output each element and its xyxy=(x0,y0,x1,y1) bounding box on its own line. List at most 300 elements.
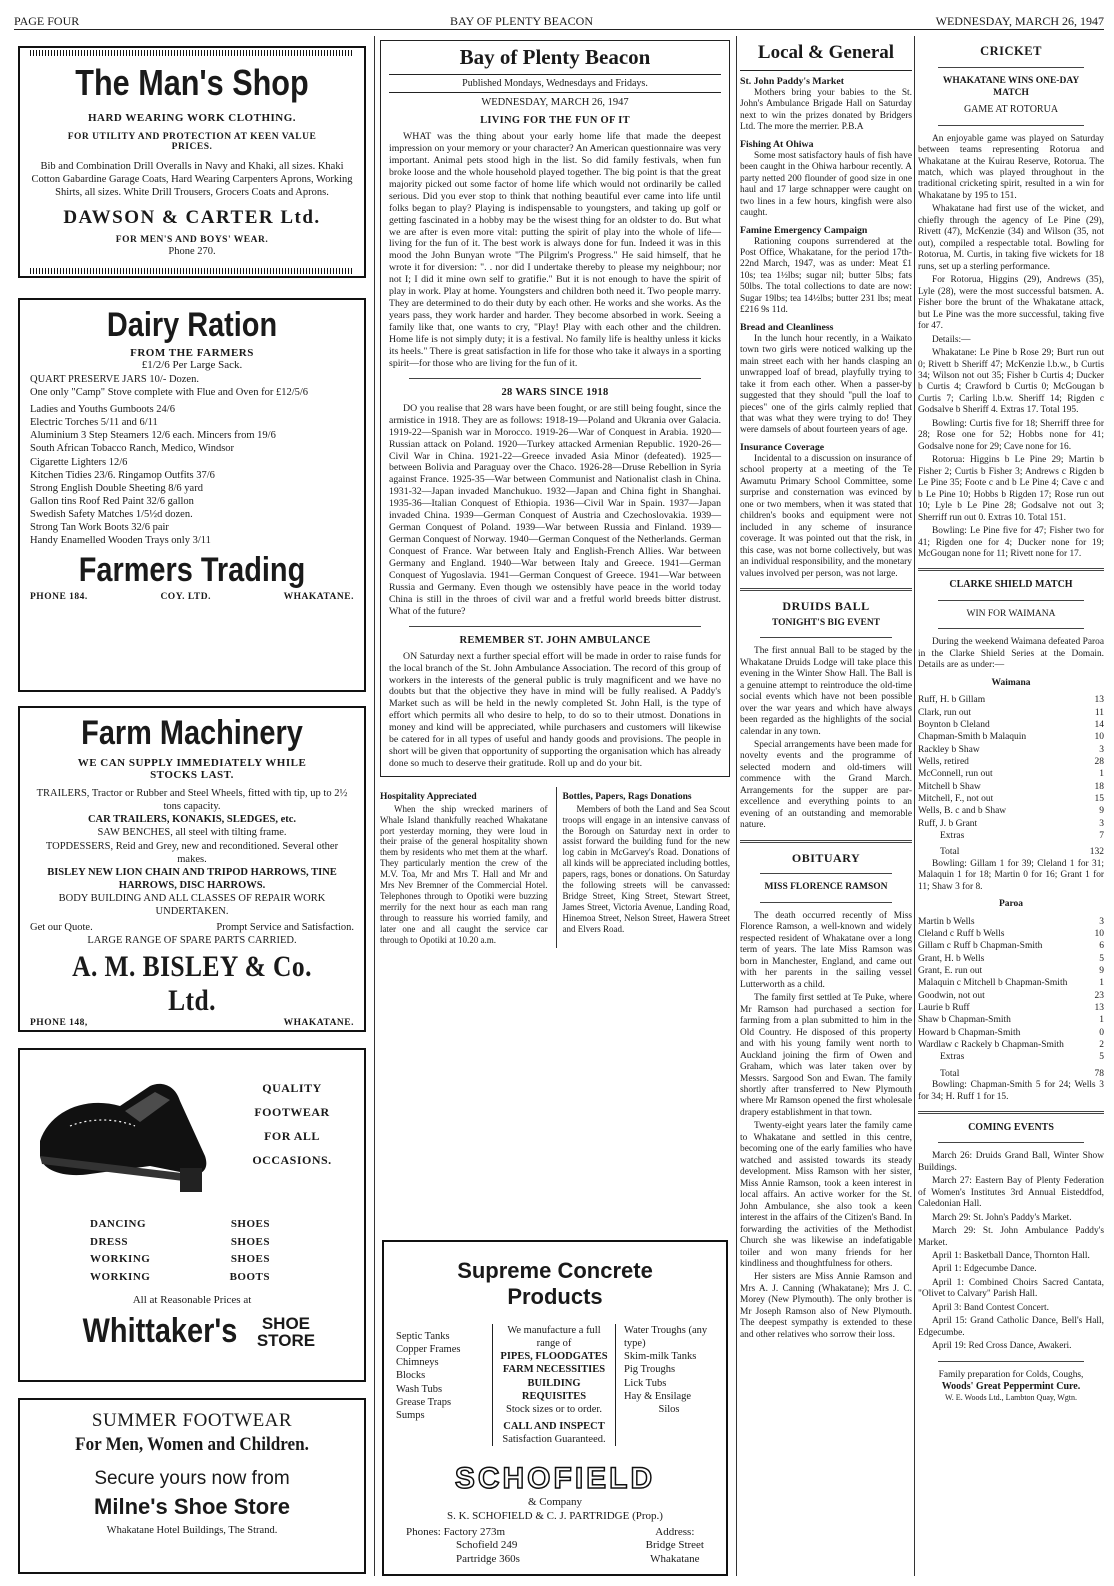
team-heading: Waimana xyxy=(991,677,1031,688)
item-title: Fishing At Ohiwa xyxy=(740,138,814,150)
paragraph: Mothers bring your babies to the St. John's Ambulance Brigade Hall on Saturday next to win the prizes donated by Bridgers Ltd. The more the merrier. P.B.A xyxy=(740,87,912,133)
phone-line: Phones: Factory 273m xyxy=(406,1525,505,1538)
runs: 3 xyxy=(1099,744,1104,755)
list-item: March 27: Eastern Bay of Plenty Federation of Women's Institutes 3rd Annual Eisteddfod, Caledonian Hall. xyxy=(918,1176,1104,1210)
shoe-kind: SHOES xyxy=(230,1253,270,1266)
divider xyxy=(938,67,1084,68)
ad-quote-row xyxy=(30,921,354,934)
batsman: Wardlaw c Rackely b Chapman-Smith xyxy=(918,1040,1064,1051)
divider xyxy=(918,1111,1104,1114)
shoe-type: DANCING xyxy=(90,1218,147,1230)
list-item xyxy=(90,1251,270,1269)
paragraph: When the ship wrecked mariners of Whale Island thankfully reached Whakatane port yesterday morning, they were loud in their praise of the general hospitality shown them by residents who met them at the wharf. They particularly mention the crew of the M.V. Toa, Mr and Mrs T. Hall and Mr and Mrs Nev Bremner of the Commercial Hotel. Telephones through to Opotiki were buzzing merrily for the next hour as each man rang through to reassure his worried family, and later one and all caught the service car through to Opotiki at 10.20 a.m. xyxy=(380,803,548,946)
table-row xyxy=(918,830,1104,842)
list-item xyxy=(90,1234,270,1252)
runs: 23 xyxy=(1094,990,1104,1001)
ad-line: FROM THE FARMERS xyxy=(130,347,254,359)
table-row xyxy=(918,694,1104,706)
runs: 3 xyxy=(1099,818,1104,829)
list-item: CALL AND INSPECT xyxy=(503,1420,605,1432)
milnes-shoe-ad xyxy=(18,1398,366,1574)
list-item: FARM NECESSITIES xyxy=(502,1364,606,1376)
list-item: TRAILERS, Tractor or Rubber and Steel Wheels, fitted with tip, up to 2½ tons capacity. xyxy=(36,788,348,813)
ad-firm: A. M. BISLEY & Co. Ltd. xyxy=(72,949,312,1017)
list-item: SAW BENCHES, all steel with tilting frame. xyxy=(97,827,287,839)
paper-name: BAY OF PLENTY BEACON xyxy=(450,14,594,28)
batsman: Rackley b Shaw xyxy=(918,744,980,755)
short-items xyxy=(378,787,732,948)
ad-line: Secure yours now from xyxy=(94,1468,290,1489)
batsman: Mitchell b Shaw xyxy=(918,781,981,792)
list-item: Pig Troughs xyxy=(624,1364,676,1376)
paragraph: Rotorua: Higgins b Le Pine 29; Martin b Fisher 2; Curtis b Fisher 3; Andrews c Rigden b Le Pine 35; Foote c and b Le Pine 4; Cave c and b Le Pine 10; Hobbs b Rigden 17; Rose run out 10; Lyle b Le Pine 28; Godsalve not out 3; Sherriff run out 0. Extras 10. Total 151. xyxy=(918,455,1104,523)
runs: 7 xyxy=(1099,831,1104,841)
paragraph: In the lunch hour recently, in a Waikato town two girls were noticed walking up the main street each with her hands clasping an unwrapped loaf of bread, playfully trying to take it from each other. When a passer-by suggested that they should "pull the loaf to pieces" one of the girls calmly replied that that was what they were trying to do! They were damsels of about fourteen years of age. xyxy=(740,333,912,436)
article-title: 28 WARS SINCE 1918 xyxy=(501,386,609,398)
ad-footer xyxy=(30,1018,354,1028)
batsman: Grant, E. run out xyxy=(918,966,983,977)
ad-firm-row xyxy=(30,1312,354,1351)
batsman: Malaquin c Mitchell b Chapman-Smith xyxy=(918,978,1068,989)
paragraph: Special arrangements have been made for novelty events and the programme of selected modern and old-timers will commence with the Grand March. Arrangements for the supper are par-excellence and everything points to an evening of an outstanding and memorable nature. xyxy=(740,739,912,831)
address-line: Bridge Street xyxy=(645,1539,704,1552)
hospitality-item xyxy=(380,787,548,948)
list-item: One only "Camp" Stove complete with Flue and Oven for £12/5/6 xyxy=(30,386,309,398)
batsman: Cleland c Ruff b Wells xyxy=(918,929,1005,940)
store-label xyxy=(257,1315,315,1349)
table-row xyxy=(918,990,1104,1002)
list-item: Ladies and Youths Gumboots 24/6 xyxy=(30,404,175,415)
batsman: Howard b Chapman-Smith xyxy=(918,1027,1021,1038)
article-body xyxy=(389,131,721,370)
ad-line: FOR UTILITY AND PROTECTION AT KEEN VALUE PRICES. xyxy=(67,132,317,152)
batsman: Shaw b Chapman-Smith xyxy=(918,1015,1011,1026)
total-row xyxy=(918,1068,1104,1080)
list-item: March 26: Druids Grand Ball, Winter Show Buildings. xyxy=(918,1151,1104,1173)
paragraph: During the weekend Waimana defeated Paroa in the Clarke Shield Series at the Domain. Details are as under:— xyxy=(918,637,1104,671)
ad-title: Dairy Ration xyxy=(106,306,278,344)
shoe-kind: BOOTS xyxy=(229,1270,270,1283)
shoe-kind: SHOES xyxy=(230,1218,270,1230)
shoe-type: DRESS xyxy=(90,1235,128,1248)
concrete-products xyxy=(396,1324,714,1446)
article-subtitle: GAME AT ROTORUA xyxy=(963,104,1059,116)
batsman: Wells, B. c and b Shaw xyxy=(918,806,1007,817)
batsman: Ruff, H. b Gillam xyxy=(918,695,986,706)
ad-spares: LARGE RANGE OF SPARE PARTS CARRIED. xyxy=(87,935,297,947)
paragraph: The first annual Ball to be staged by the Whakatane Druids Lodge will take place this evening in the Winter Show Hall. The Ball is a genuine attempt to reintroduce the old-time social events which have not been possible over the war years and which have always been regarded as the highlights of the social calendar in any town. xyxy=(740,646,912,737)
farm-machinery-ad xyxy=(18,706,366,1032)
header-date: WEDNESDAY, MARCH 26, 1947 xyxy=(935,14,1104,28)
ad-phones xyxy=(406,1526,520,1567)
team-heading: Paroa xyxy=(998,899,1024,910)
column-rule xyxy=(374,36,375,1576)
divider xyxy=(760,873,892,874)
list-item: April 19: Red Cross Dance, Awakeri. xyxy=(932,1341,1072,1352)
shoe-type: WORKING xyxy=(90,1270,151,1283)
list-item: Satisfaction Guaranteed. xyxy=(502,1434,606,1445)
batsman: Gillam c Ruff b Chapman-Smith xyxy=(918,941,1043,952)
runs: 1 xyxy=(1099,978,1104,989)
divider xyxy=(918,568,1104,571)
editorial-column xyxy=(378,36,732,1578)
ad-body: Bib and Combination Drill Overalls in Navy and Khaki, all sizes. Khaki Cotton Gabardine Garage Coats, Hard Wearing Carpenters Aprons, Working Shirts, all sizes. White Drill Trousers, Grocers Coats and Aprons. xyxy=(31,161,353,199)
total-runs: 132 xyxy=(1089,847,1104,858)
ad-border-hatch xyxy=(30,50,354,56)
runs: 14 xyxy=(1094,719,1104,730)
dairy-items-list xyxy=(30,373,354,548)
sport-column xyxy=(918,36,1104,1578)
list-item: Gallon tins Roof Red Paint 32/6 gallon xyxy=(30,495,194,507)
table-row xyxy=(918,756,1104,768)
ad-prices: All at Reasonable Prices at xyxy=(132,1294,252,1307)
article-subtitle: WIN FOR WAIMANA xyxy=(966,608,1056,619)
ad-line: WE CAN SUPPLY IMMEDIATELY WHILE STOCKS LAST. xyxy=(77,757,307,781)
list-item: Grease Traps xyxy=(396,1396,452,1408)
batsman: McConnell, run out xyxy=(918,769,993,780)
divider xyxy=(938,1361,1084,1362)
runs: 15 xyxy=(1094,793,1104,804)
table-row xyxy=(918,719,1104,731)
paragraph: The family first settled at Te Puke, where Mr Ramson had purchased a section for farming from a plan submitted to him in the Old Country. He disposed of this property and with his young family went north to Auckland joining the firm of Owen and Graham, which was later taken over by Messrs. Sargood Son and Ewan. The family shortly after transferred to New Plymouth where Mr Ramson opened the first wholesale drapery establishment in that town. xyxy=(740,993,912,1118)
paragraph: Incidental to a discussion on insurance of school property at a meeting of the Te Awamutu Primary School Committee, some surprise and consternation was evinced by one or two members, when it was stated that children's books and equipment were not included in any scheme of insurance coverage. It was pointed out that the risk, in this case, was not borne collectively, but was an individual responsibility, and the monetary values involved per person, was not large. xyxy=(740,453,912,579)
phone-line: Partridge 360s xyxy=(456,1553,520,1566)
item-title: St. John Paddy's Market xyxy=(740,76,844,87)
paragraph: Bowling: Gillam 1 for 39; Cleland 1 for 31; Malaquin 1 for 18; Martin 0 for 16; Grant 1 for 11; Shaw 3 for 8. xyxy=(918,858,1104,892)
paragraph: Details:— xyxy=(932,334,971,345)
ad-tagline: FOR MEN'S AND BOYS' WEAR. xyxy=(115,235,269,246)
ad-phone: Phone 270. xyxy=(168,246,216,258)
scorecard-paroa xyxy=(918,916,1104,1080)
column-rule xyxy=(914,36,915,1576)
item-title: Insurance Coverage xyxy=(740,441,825,453)
list-item: BODY BUILDING AND ALL CLASSES OF REPAIR WORK UNDERTAKEN. xyxy=(58,893,326,918)
list-item: CAR TRAILERS, KONAKIS, SLEDGES, etc. xyxy=(87,814,297,826)
ad-border-hatch xyxy=(30,268,354,274)
address-line: Whakatane xyxy=(650,1553,700,1566)
item-title: Hospitality Appreciated xyxy=(380,792,477,802)
batsman: Ruff, J. b Grant xyxy=(918,818,978,829)
table-row xyxy=(918,805,1104,817)
editorial-section xyxy=(380,40,730,777)
batsman: Laurie b Ruff xyxy=(918,1003,970,1014)
ad-line: £1/2/6 Per Large Sack. xyxy=(141,359,243,371)
paragraph: Whakatane: Le Pine b Rose 29; Burt run out 0; Rivett b Sheriff 47; McKenzie l.b.w., b Curtis 34; Wilson not out 35; Fisher b Curtis 4; Ducker b Curtis 4; Crawford b Curtis 0; McGougan b Curtis 7; Carling l.b.w. Sheriff 14; Rigden c Godsalve b Sheriff 4. Extras 17. Total 195. xyxy=(918,348,1104,416)
article-subtitle: MISS FLORENCE RAMSON xyxy=(764,882,888,893)
table-row xyxy=(918,916,1104,928)
runs: 5 xyxy=(1099,1052,1104,1063)
list-item: Strong English Double Sheeting 8/6 yard xyxy=(30,482,203,494)
list-item: April 1: Combined Choirs Sacred Cantata, "Olivet to Calvary" Parish Hall. xyxy=(918,1277,1104,1300)
runs: 5 xyxy=(1099,953,1104,964)
divider xyxy=(409,378,701,379)
ad-firm: SCHOFIELD xyxy=(454,1462,656,1496)
table-row xyxy=(918,1051,1104,1063)
list-item: BUILDING REQUISITES xyxy=(521,1377,587,1402)
runs: 13 xyxy=(1094,1003,1104,1014)
section-heading: CRICKET xyxy=(980,44,1042,58)
ad-footer xyxy=(30,592,354,602)
batsman: Extras xyxy=(940,1052,965,1063)
divider xyxy=(938,628,1084,629)
table-row xyxy=(918,1027,1104,1039)
item-title: Bottles, Papers, Rags Donations xyxy=(562,792,692,802)
list-item: April 1: Edgecumbe Dance. xyxy=(932,1264,1037,1275)
ad-line: W. E. Woods Ltd., Lambton Quay, Wgtn. xyxy=(944,1393,1077,1403)
paragraph: Rationing coupons surrendered at the Post Office, Whakatane, for the period 17th-22nd March, 1947, was as under: Meat £1 10s; tea 1½lbs; sugar nil; butter 5lbs; fats 50lbs. The total collections to date are now: Sugar 19lbs; tea 14½lbs; butter 231 lbs; meat £216 9s 11d. xyxy=(740,236,912,316)
local-items xyxy=(740,76,912,1341)
list-item: Hay & Ensilage xyxy=(624,1390,692,1402)
divider xyxy=(938,125,1084,126)
runs: 1 xyxy=(1099,1015,1104,1026)
divider xyxy=(938,1142,1084,1143)
table-row xyxy=(918,1002,1104,1014)
batsman: Chapman-Smith b Malaquin xyxy=(918,732,1027,743)
ad-coy: COY. LTD. xyxy=(160,592,211,603)
store-line: SHOE xyxy=(261,1313,311,1333)
paragraph: Bowling: Curtis five for 18; Sherriff three for 28; Rose one for 52; Hobbs none for 41; Godsalve none for 29; Cave none for 16. xyxy=(918,418,1104,452)
ad-title: The Man's Shop xyxy=(75,62,309,103)
list-item: Lick Tubs xyxy=(624,1377,667,1389)
ad-quote: Get our Quote. xyxy=(30,922,93,934)
article-title: COMING EVENTS xyxy=(968,1122,1054,1134)
ad-town: WHAKATANE. xyxy=(283,592,354,603)
runs: 10 xyxy=(1094,929,1104,940)
batsman: Boynton b Cleland xyxy=(918,719,990,730)
runs: 18 xyxy=(1094,781,1104,792)
total-row xyxy=(918,846,1104,858)
batsman: Grant, H. b Wells xyxy=(918,953,985,964)
divider xyxy=(409,626,701,627)
runs: 1 xyxy=(1099,769,1104,780)
list-item: Silos xyxy=(658,1403,680,1415)
runs: 6 xyxy=(1099,941,1104,952)
table-row xyxy=(918,781,1104,793)
paragraph: ON Saturday next a further special effort will be made in order to raise funds for the local branch of the St. John Ambulance Association. The record of this group of workers in the interests of the general public is truly magnificent and we have no doubts but that the objective they have in mind will be fully realised. A Paddy's Market such as will be held in the newly completed St. John Hall, is the type of effort which permits all who desire to help, to do so to their utmost. Donations in money and kind will be appreciated, while purchasers and customers will likewise be catered for in all types of useful and handy goods and provisions. The people in short will be given that opportunity of supporting the organisation which has already done so much to deserve their gratitude. Roll up and do your bit. xyxy=(389,650,721,770)
list-item: Blocks xyxy=(396,1370,426,1382)
list-item: Septic Tanks xyxy=(396,1331,450,1342)
ad-firm: Woods' Great Peppermint Cure. xyxy=(941,1381,1081,1393)
article-body xyxy=(389,403,721,618)
list-item: Swedish Safety Matches 1/5½d dozen. xyxy=(30,509,193,520)
shoe-types xyxy=(90,1216,270,1286)
list-item: April 3: Band Contest Concert. xyxy=(932,1302,1049,1313)
paragraph: Twenty-eight years later the family came to Whakatane and settled in this centre, becoming one of the early families who have watched and assisted towards its steady development. Miss Ramson with her sister, Miss Annie Ramson, took a keen interest in local affairs. An active worker for the St. John Ambulance, she also took a keen interest in the affairs of the Citizen's Band. In forwarding the activities of the Methodist Church she was likewise an indefatigable toiler and won many friends for her kindliness and thoughtfulness for others. xyxy=(740,1121,912,1269)
paragraph: Members of both the Land and Sea Scout troops will engage in an intensive canvass of the Borough on Saturday next in order to assist forward the building fund for the new log cabin in McGarvey's Road. Donations of all kinds will be appreciated including bottles, papers, rags, bones or donations. On Saturday the following streets will be canvassed: Bridge Street, King Street, Stewart Street, James Street, Victoria Avenue, Landing Road, Hinemoa Street, Nelson Street, Hawera Street and Elvers Road. xyxy=(562,803,730,935)
article-subtitle: WHAKATANE WINS ONE-DAY MATCH xyxy=(942,76,1080,98)
store-line: STORE xyxy=(256,1330,316,1350)
publish-schedule: Published Mondays, Wednesdays and Fridays. xyxy=(389,74,721,93)
paragraph: DO you realise that 28 wars have been fought, or are still being fought, since the armistice in 1918. They are as follows: 1918-19—Poland and Ukrania over Galacia. 1919-22—Spanish war in Morocco. 1919-26—War of Conquest in Arabia. 1920—Russian attack on Poland. 1920—Turkey attacked Armenian Republic. 1920-26—Civil War in China. 1921-22—Greece invaded Asia Minor (defeated). 1925—between Bolivia and Paraguay over the Chaco. 1926-28—Druse Rebellion in Syria against France. 1925-35—War between Communist and Nationalist clash in China. 1931-32—Japan invaded Manchukuo. 1932—Japan and China fight in Shanghai. 1935-36—Italian Conquest of Ethiopia. 1936—Civil War in Spain. 1937—Japan invaded China. 1939—German Conquest of Austria and Czechoslovakia. 1939—German Conquest of Poland. 1939—War between Russia and Finland. 1939—German Conquest of Norway. 1940—German Conquest of the Netherlands. German Conquest of France. War between Italy and English-French Allies. War between Germany and England. 1940—War between Italy and Greece. 1941—German Conquest of Yugoslavia. 1941—German Conquest of Greece. 1941—War between Russia and Germany. Even though we ostensibly have peace in the world today China is still in the throes of civil war and a fretful world breeds bitter distrust. What of the future? xyxy=(389,402,721,617)
ad-address xyxy=(646,1526,704,1567)
table-row xyxy=(918,977,1104,989)
section-heading: Local & General xyxy=(740,42,912,71)
table-row xyxy=(918,793,1104,805)
batsman: Goodwin, not out xyxy=(918,990,985,1001)
article-title: DRUIDS BALL xyxy=(782,599,870,614)
ad-firm: Whittaker's xyxy=(82,1312,238,1351)
sport-section xyxy=(918,44,1104,1403)
list-item: Copper Frames xyxy=(396,1344,461,1356)
list-item: March 29: St. John Ambulance Paddy's Market. xyxy=(918,1226,1104,1248)
address-line: Address: xyxy=(655,1525,695,1538)
article-subtitle: TONIGHT'S BIG EVENT xyxy=(771,617,881,628)
total-runs: 78 xyxy=(1094,1068,1104,1079)
ad-address: Whakatane Hotel Buildings, The Strand. xyxy=(106,1525,278,1536)
table-row xyxy=(918,928,1104,940)
table-row xyxy=(918,768,1104,780)
ad-service: Prompt Service and Satisfaction. xyxy=(216,922,354,934)
ad-company: & Company xyxy=(527,1496,583,1509)
runs: 9 xyxy=(1099,966,1104,977)
divider xyxy=(740,588,912,591)
page-number: PAGE FOUR xyxy=(14,14,80,28)
list-item: We manufacture a full range of xyxy=(507,1325,601,1350)
total-label: Total xyxy=(940,1068,960,1079)
list-item: Kitchen Tidies 23/6. Ringamop Outfits 37/6 xyxy=(30,469,215,481)
list-item: April 15: Grand Catholic Dance, Bell's Hall, Edgecumbe. xyxy=(918,1316,1104,1338)
total-label: Total xyxy=(940,847,960,858)
batsman: Extras xyxy=(940,831,965,841)
paragraph: Bowling: Le Pine five for 47; Fisher two for 41; Rigden one for 4; Ducker none for 19; McGougan none for 11; Rivett none for 17. xyxy=(918,526,1104,559)
editorial-date: WEDNESDAY, MARCH 26, 1947 xyxy=(481,97,629,108)
product-list-mid xyxy=(492,1324,616,1446)
table-row xyxy=(918,744,1104,756)
column-rule xyxy=(736,36,737,1576)
ad-title: Farm Machinery xyxy=(81,714,303,752)
list-item: Sumps xyxy=(396,1409,425,1421)
product-list-left xyxy=(396,1324,484,1446)
article-body xyxy=(389,651,721,770)
slogan-line: QUALITY xyxy=(262,1081,322,1095)
dairy-ration-ad xyxy=(18,298,366,692)
list-item: Electric Torches 5/11 and 6/11 xyxy=(30,417,158,429)
scorecard-waimana xyxy=(918,694,1104,858)
divider xyxy=(760,902,892,903)
shoe-illustration xyxy=(30,1056,230,1206)
list-item: Handy Enamelled Wooden Trays only 3/11 xyxy=(30,535,211,547)
batsman: Martin b Wells xyxy=(918,916,975,927)
list-item: Cigarette Lighters 12/6 xyxy=(30,456,128,468)
item-title: Famine Emergency Campaign xyxy=(740,224,868,236)
table-row xyxy=(918,1014,1104,1026)
phone-line: Schofield 249 xyxy=(456,1539,518,1552)
paragraph: Bowling: Chapman-Smith 5 for 24; Wells 3 for 34; H. Ruff 1 for 15. xyxy=(918,1080,1104,1102)
ad-firm: DAWSON & CARTER Ltd. xyxy=(63,207,321,229)
bottles-item xyxy=(556,787,731,948)
list-item: PIPES, FLOODGATES xyxy=(500,1351,608,1363)
runs: 3 xyxy=(1099,916,1104,927)
article-title: LIVING FOR THE FUN OF IT xyxy=(480,115,630,126)
shoe-slogan xyxy=(230,1056,354,1206)
list-item: QUART PRESERVE JARS 10/- Dozen. xyxy=(30,373,199,385)
list-item: Chimneys xyxy=(396,1357,439,1369)
shoe-kind: SHOES xyxy=(230,1235,270,1248)
runs: 2 xyxy=(1099,1040,1104,1051)
table-row xyxy=(918,731,1104,743)
runs: 28 xyxy=(1094,756,1104,767)
paragraph: WHAT was the thing about your early home life that made the deepest impression on your memory or your character? An American questionnaire was very important. Animal pets stood high in the list. So did family festivals, when fun broke loose and the whole household played together. The big point is that the great majority picked out some factor of home life which would not ordinarily be called serious. Did you ever stop to think that nothing beautiful ever came into life until folks began to play? Playing is indispensable to youngsters, and taking up golf or getting fascinated in a hobby may be the wisest thing for an oldster to do. But what we are after is even more vital: putting the spirit of play into the whole of life—living for the fun of it. The best work is always done for fun. Indeed it was in this mood the John Bunyan wrote "The Pilgrim's Progress." He said himself, that he wrote it for diversion: ". . nor did I undertake thereby to please my neighbour; nor not I; I did it mine own self to gratifie." But it is not enough to have the spirit of play in work. Play at home. Youngsters and children both need it. Two people marry. They are determined to do their duty by each other. He works and she works. As the years pass, they work harder and harder. They become absorbed in work. Seeing a family like that, one wants to cry, "Play! Play with each other and the children. Home life is not simply duty; it is a festival. No family life is healthy unless it kicks its heels." There is great satisfaction in life for those who take it always in a sporting spirit—for those who are living for the fun of it. xyxy=(389,131,721,369)
paragraph: The death occurred recently of Miss Florence Ramson, a well-known and widely respected resident of Whakatane over a long term of years. The late Miss Ramson was born in Manchester, England, and came out with her parents in the sailing vessel Lutterworth as a child. xyxy=(740,910,912,990)
item-title: Bread and Cleanliness xyxy=(740,321,834,333)
shoe-type: WORKING xyxy=(90,1253,151,1266)
batsman: Wells, retired xyxy=(918,756,969,767)
ad-title: SUMMER FOOTWEAR xyxy=(91,1410,293,1431)
table-row xyxy=(918,940,1104,952)
list-item xyxy=(90,1216,270,1234)
ad-subtitle: For Men, Women and Children. xyxy=(75,1434,309,1455)
table-row xyxy=(918,707,1104,719)
list-item: Stock sizes or to order. xyxy=(506,1403,602,1415)
table-row xyxy=(918,953,1104,965)
ad-proprietors: S. K. SCHOFIELD & C. J. PARTRIDGE (Prop.) xyxy=(447,1509,663,1522)
list-item: Skim-milk Tanks xyxy=(624,1351,697,1363)
paragraph: Whakatane had first use of the wicket, and chiefly through the agency of Le Pine (29), Rivett (47), McKenzie (34) and Wilson (35, not out), compiled a respectable total. Bowling for Rotorua, M. Curtis, in taking five wickets for 18 runs, set up a sterling performance. xyxy=(918,204,1104,272)
shoe-ad-top xyxy=(30,1056,354,1206)
ad-line: Family preparation for Colds, Coughs, xyxy=(938,1369,1084,1380)
product-list-right xyxy=(624,1324,714,1446)
ad-firm: Milne's Shoe Store xyxy=(94,1494,290,1519)
supreme-concrete-ad xyxy=(382,1240,728,1576)
table-row xyxy=(918,965,1104,977)
list-item: April 1: Basketball Dance, Thornton Hall. xyxy=(932,1251,1090,1262)
ad-title: Supreme Concrete xyxy=(457,1258,653,1283)
ad-title: Products xyxy=(507,1284,603,1309)
paragraph: An enjoyable game was played on Saturday between teams representing Rotorua and Whakatane at the Kuirau Reserve, Rotorua. The match, which was played throughout in the traditional cricketing spirit, resulted in a win for Whakatane by 195 to 151. xyxy=(918,133,1104,201)
runs: 0 xyxy=(1099,1027,1104,1038)
list-item: South African Tobacco Ranch, Medico, Windsor xyxy=(30,443,235,455)
paragraph: For Rotorua, Higgins (29), Andrews (35), Lyle (28), were the most successful batsmen. A. Fisher bore the brunt of the Whakatane attack, but Le Pine was the more successful, taking five for 47. xyxy=(918,275,1104,332)
runs: 10 xyxy=(1094,732,1104,743)
article-title: OBITUARY xyxy=(791,850,861,865)
shoe-icon xyxy=(30,1056,230,1206)
runs: 9 xyxy=(1099,806,1104,817)
ad-town: WHAKATANE. xyxy=(283,1017,354,1028)
runs: 11 xyxy=(1094,707,1104,718)
list-item xyxy=(90,1269,270,1287)
article-title: REMEMBER ST. JOHN AMBULANCE xyxy=(459,634,651,646)
slogan-line: FOR ALL xyxy=(264,1129,320,1143)
list-item: Wash Tubs xyxy=(396,1383,443,1395)
ad-phone: PHONE 148, xyxy=(30,1017,88,1028)
article-title: CLARKE SHIELD MATCH xyxy=(949,579,1073,591)
advertisements-column xyxy=(16,36,372,1578)
woods-ad xyxy=(918,1370,1104,1403)
page-header xyxy=(14,12,1104,30)
paragraph: Her sisters are Miss Annie Ramson and Mrs A. J. Canning (Whakatane); Mrs J. C. Morey (New Plymouth). The only brother is Mr Joseph Ramson also of New Plymouth. The deepest sympathy is extended to these and other relatives who sorrow their loss. xyxy=(740,1272,912,1340)
batsman: Clark, run out xyxy=(918,707,972,718)
list-item: Strong Tan Work Boots 32/6 pair xyxy=(30,522,169,534)
ad-phone: PHONE 184. xyxy=(30,592,88,603)
local-general-column xyxy=(740,36,912,1578)
table-row xyxy=(918,1039,1104,1051)
list-item: BISLEY NEW LION CHAIN AND TRIPOD HARROWS, TINE HARROWS, DISC HARROWS. xyxy=(47,866,337,891)
slogan-line: OCCASIONS. xyxy=(252,1153,332,1167)
paragraph: Some most satisfactory hauls of fish have been caught in the Ohiwa harbour recently. A party netted 200 flounder of good size in one haul and 17 large schnapper were caught on two lines in a few hours, kingfish were also caught. xyxy=(740,150,912,219)
slogan-line: FOOTWEAR xyxy=(254,1105,330,1119)
mans-shop-ad xyxy=(18,46,366,278)
divider xyxy=(760,637,892,638)
table-row xyxy=(918,818,1104,830)
list-item: Aluminium 3 Step Steamers 12/6 each. Mincers from 19/6 xyxy=(30,430,276,442)
list-item: March 29: St. John's Paddy's Market. xyxy=(932,1212,1072,1223)
events-list xyxy=(918,1151,1104,1353)
masthead: Bay of Plenty Beacon xyxy=(459,45,651,69)
ad-contact xyxy=(396,1526,714,1567)
divider xyxy=(740,840,912,843)
list-item: TOPDESSERS, Reid and Grey, new and reconditioned. Several other makes. xyxy=(45,840,339,865)
whittakers-shoe-ad xyxy=(18,1048,366,1382)
